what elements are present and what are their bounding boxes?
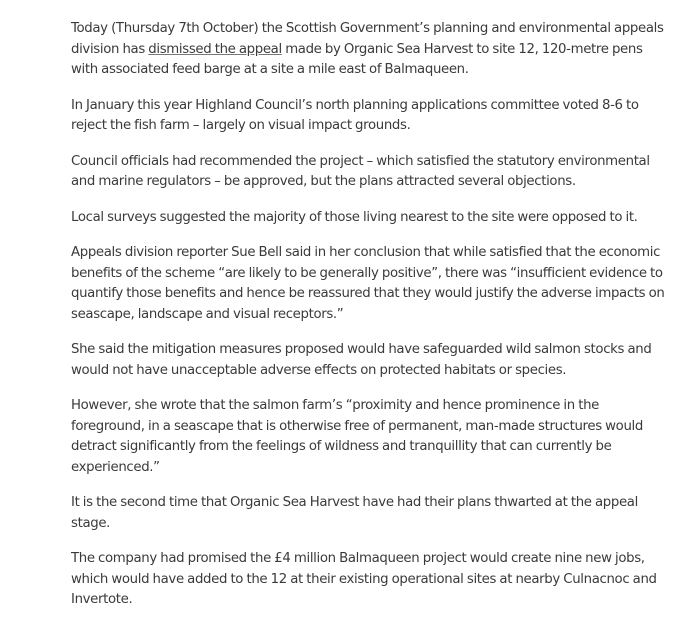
paragraph-appeal-dismissed [71,19,666,81]
paragraph-reporter-conclusion: Appeals division reporter Sue Bell said in her conclusion that while satisfied that the economic benefits of the scheme “are likely to be generally positive”, there was “insufficient evidence to quantify those benefits and hence be reassured that they would justify the adverse impacts on seascape, landscape and visual receptors.” [71,245,665,322]
paragraph-second-time: It is the second time that Organic Sea Harvest have had their plans thwarted at the appeal stage. [71,495,638,531]
paragraph-council-vote: In January this year Highland Council’s north planning applications committee voted 8-6 to reject the fish farm – largely on visual impact grounds. [71,97,639,133]
paragraph-jobs-promise: The company had promised the £4 million Balmaqueen project would create nine new jobs, which would have added to the 12 at their existing operational sites at nearby Culnacnoc and Invertote. [71,551,657,607]
article-body [71,19,666,626]
paragraph-seascape-impact: However, she wrote that the salmon farm’s “proximity and hence prominence in the foreground, in a seascape that is otherwise free of permanent, man-made structures would detract significantly from the feelings of wildness and tranquillity that can currently be experienced.” [71,398,643,475]
paragraph-mitigation-measures: She said the mitigation measures proposed would have safeguarded wild salmon stocks and would not have unacceptable adverse effects on protected habitats or species. [71,342,652,378]
paragraph-local-surveys: Local surveys suggested the majority of those living nearest to the site were opposed to it. [71,209,638,225]
dismissed-appeal-link[interactable]: dismissed the appeal [148,41,282,57]
paragraph-officials-recommendation: Council officials had recommended the project – which satisfied the statutory environmental and marine regulators – be approved, but the plans attracted several objections. [71,153,650,189]
paragraph-text-after-link: made by Organic Sea Harvest to site 12, 120-metre pens with associated feed barge at a site a mile east of Balmaqueen. [71,41,643,77]
paragraph-text-before-link: Today (Thursday 7th October) the Scottish Government’s planning and environmental appeals division has [71,21,664,57]
